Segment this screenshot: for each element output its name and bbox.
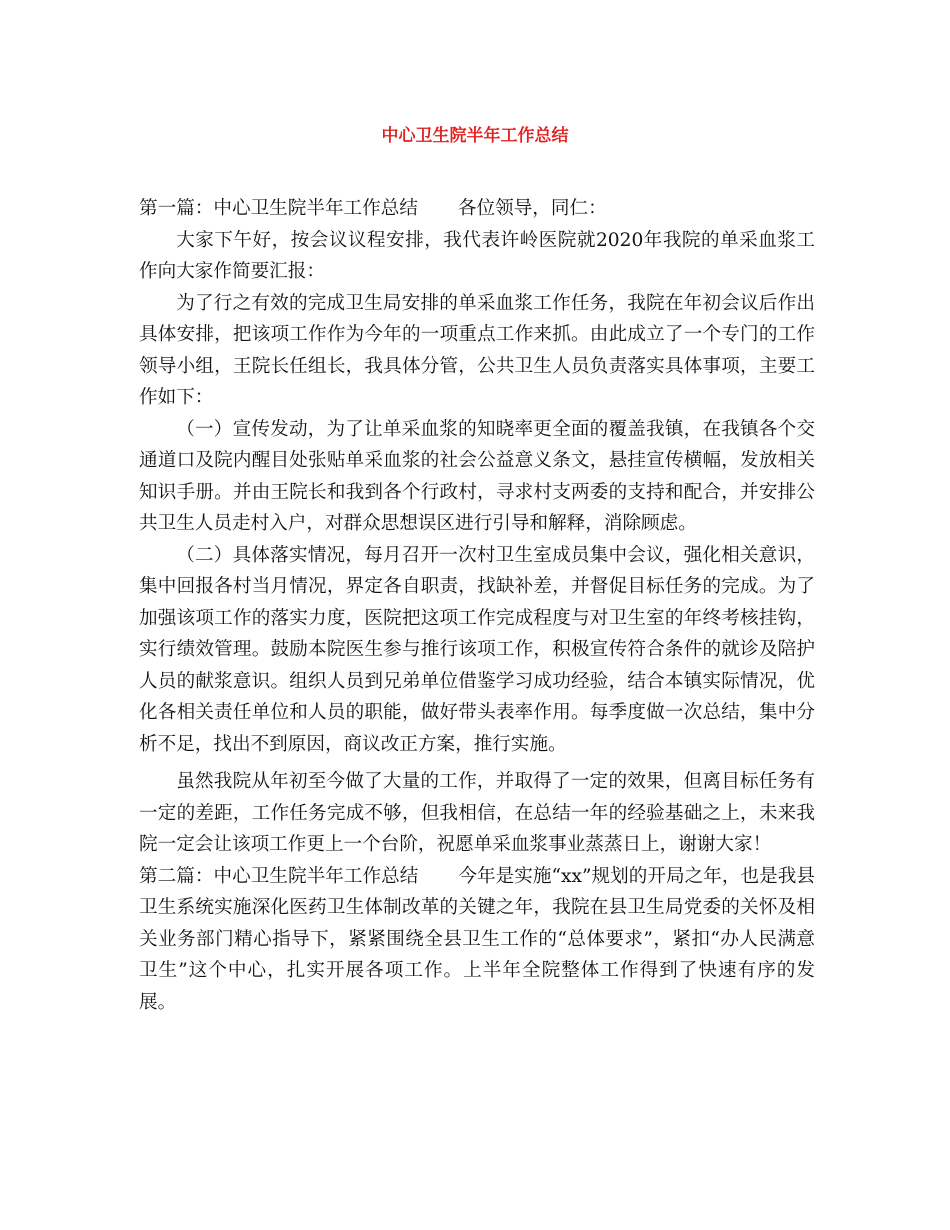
paragraph: （二）具体落实情况，每月召开一次村卫生室成员集中会议，强化相关意识，集中回报各村当月情况，界定各自职责，找缺补差，并督促目标任务的完成。为了加强该项工作的落实力度，医院把这项工作完成程度与对卫生室的年终考核挂钩，实行绩效管理。鼓励本院医生参与推行该项工作，积极宣传符合条件的就诊及陪护人员的献浆意识。组织人员到兄弟单位借鉴学习成功经验，结合本镇实际情况，优化各相关责任单位和人员的职能，做好带头表率作用。每季度做一次总结，集中分析不足，找出不到原因，商议改正方案，推行实施。 — [139, 544, 815, 755]
part2-text: 今年是实施“xx”规划的开局之年，也是我县卫生系统实施深化医药卫生体制改革的关键之年，我院在县卫生局党委的关怀及相关业务部门精心指导下，紧紧围绕全县卫生工作的“总体要求”，紧扣“办人民满意卫生”这个中心，扎实开展各项工作。上半年全院整体工作得到了快速有序的发展。 — [139, 865, 815, 1013]
paragraph: 大家下午好，按会议议程安排，我代表许岭医院就2020年我院的单采血浆工作向大家作简要汇报： — [139, 229, 815, 282]
document-title: 中心卫生院半年工作总结 — [381, 126, 569, 146]
paragraph: 虽然我院从年初至今做了大量的工作，并取得了一定的效果，但离目标任务有一定的差距，工作任务完成不够，但我相信，在总结一年的经验基础之上，未来我院一定会让该项工作更上一个台阶，祝愿单采血浆事业蒸蒸日上，谢谢大家！ — [139, 771, 815, 855]
paragraph: 为了行之有效的完成卫生局安排的单采血浆工作任务，我院在年初会议后作出具体安排，把该项工作作为今年的一项重点工作来抓。由此成立了一个专门的工作领导小组，王院长任组长，我具体分管，公共卫生人员负责落实具体事项，主要工作如下： — [139, 292, 815, 408]
part2-heading: 第二篇：中心卫生院半年工作总结 — [139, 865, 419, 887]
part1-salutation: 各位领导，同仁： — [457, 198, 607, 219]
part2-paragraph — [139, 861, 815, 1019]
paragraph: （一）宣传发动，为了让单采血浆的知晓率更全面的覆盖我镇，在我镇各个交通道口及院内醒目处张贴单采血浆的社会公益意义条文，悬挂宣传横幅，发放相关知识手册。并由王院长和我到各个行政村，寻求村支两委的支持和配合，并安排公共卫生人员走村入户，对群众思想误区进行引导和解释，消除顾虑。 — [139, 418, 815, 534]
part1-heading-line — [139, 193, 815, 225]
part1-heading: 第一篇：中心卫生院半年工作总结 — [139, 198, 418, 219]
document-body — [139, 193, 815, 1018]
